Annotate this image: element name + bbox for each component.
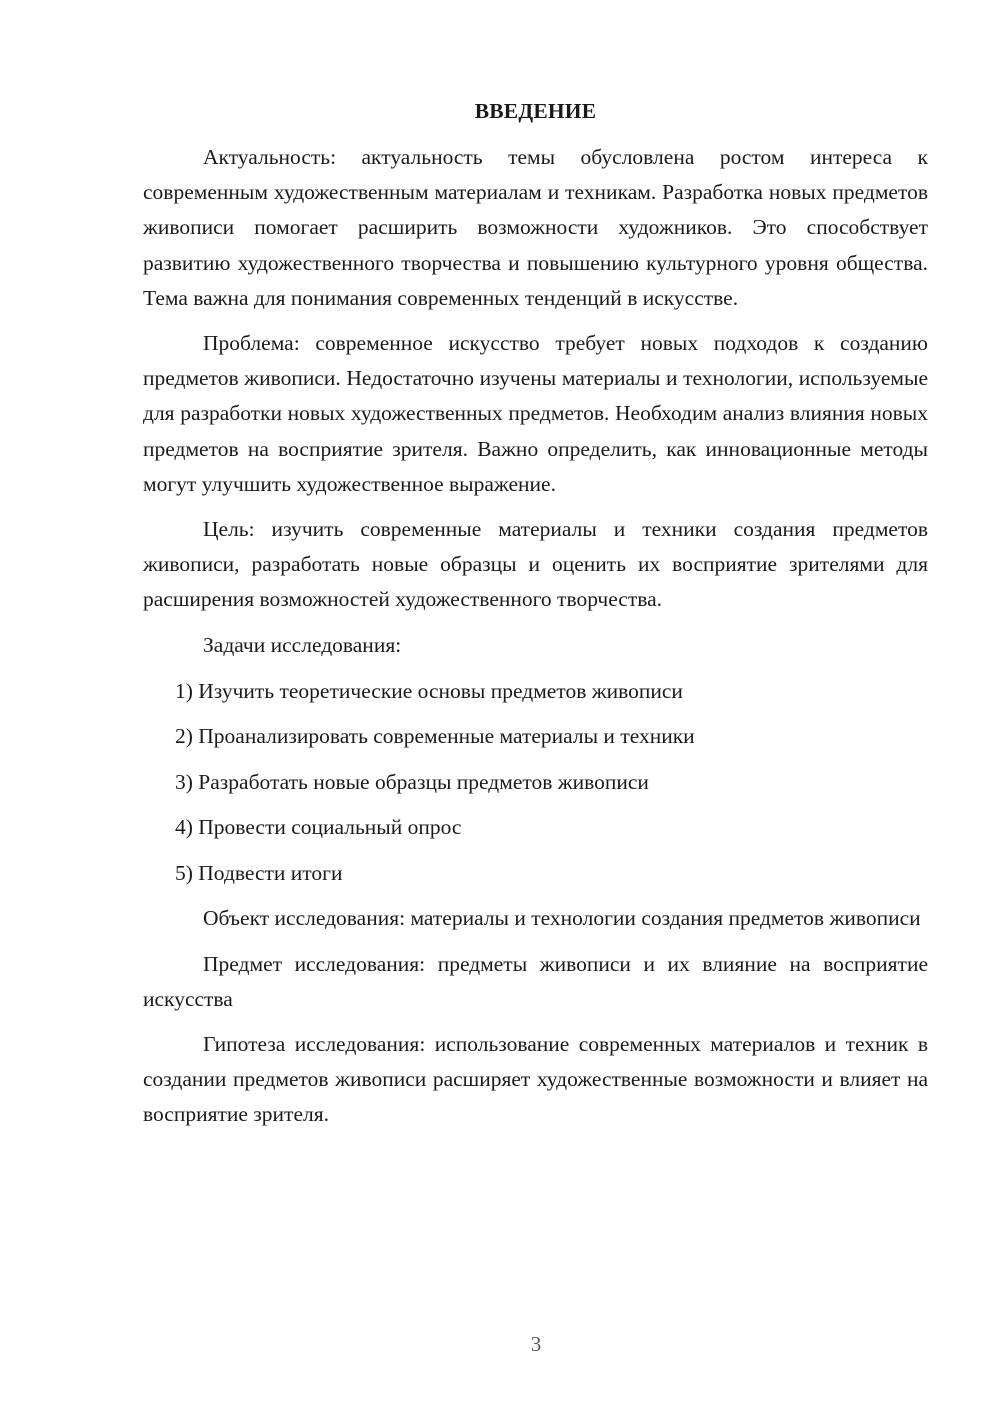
goal-paragraph: Цель: изучить современные материалы и техники создания предметов живописи, разработать новые образцы и оценить их восприятие зрителями для расширения возможностей художественного творчества. bbox=[143, 517, 928, 612]
task-item: 1) Изучить теоретические основы предметов живописи bbox=[175, 678, 683, 703]
problem-paragraph: Проблема: современное искусство требует новых подходов к созданию предметов живописи. Недостаточно изучены материалы и технологии, используемые для разработки новых художественных предметов. Необходим анализ влияния новых предметов на восприятие зрителя. Важно определить, как инновационные методы могут улучшить художественное выражение. bbox=[143, 331, 928, 496]
document-page bbox=[143, 96, 928, 1133]
tasks-heading: Задачи исследования: bbox=[203, 632, 402, 657]
page-title: ВВЕДЕНИЕ bbox=[474, 99, 597, 123]
task-item: 2) Проанализировать современные материалы и техники bbox=[175, 724, 695, 749]
task-item: 4) Провести социальный опрос bbox=[175, 815, 462, 840]
task-item: 3) Разработать новые образцы предметов живописи bbox=[175, 769, 649, 794]
task-item: 5) Подвести итоги bbox=[175, 860, 343, 885]
task-list bbox=[143, 674, 928, 891]
object-paragraph: Объект исследования: материалы и технологии создания предметов живописи bbox=[203, 906, 921, 931]
page-number: 3 bbox=[530, 1332, 542, 1356]
relevance-paragraph: Актуальность: актуальность темы обусловлена ростом интереса к современным художественным материалам и техникам. Разработка новых предметов живописи помогает расширить возможности художников. Это способствует развитию художественного творчества и повышению культурного уровня общества. Тема важна для понимания современных тенденций в искусстве. bbox=[143, 145, 928, 310]
subject-paragraph: Предмет исследования: предметы живописи и их влияние на восприятие искусства bbox=[143, 951, 928, 1011]
hypothesis-paragraph: Гипотеза исследования: использование современных материалов и техник в создании предметов живописи расширяет художественные возможности и влияет на восприятие зрителя. bbox=[143, 1031, 928, 1127]
